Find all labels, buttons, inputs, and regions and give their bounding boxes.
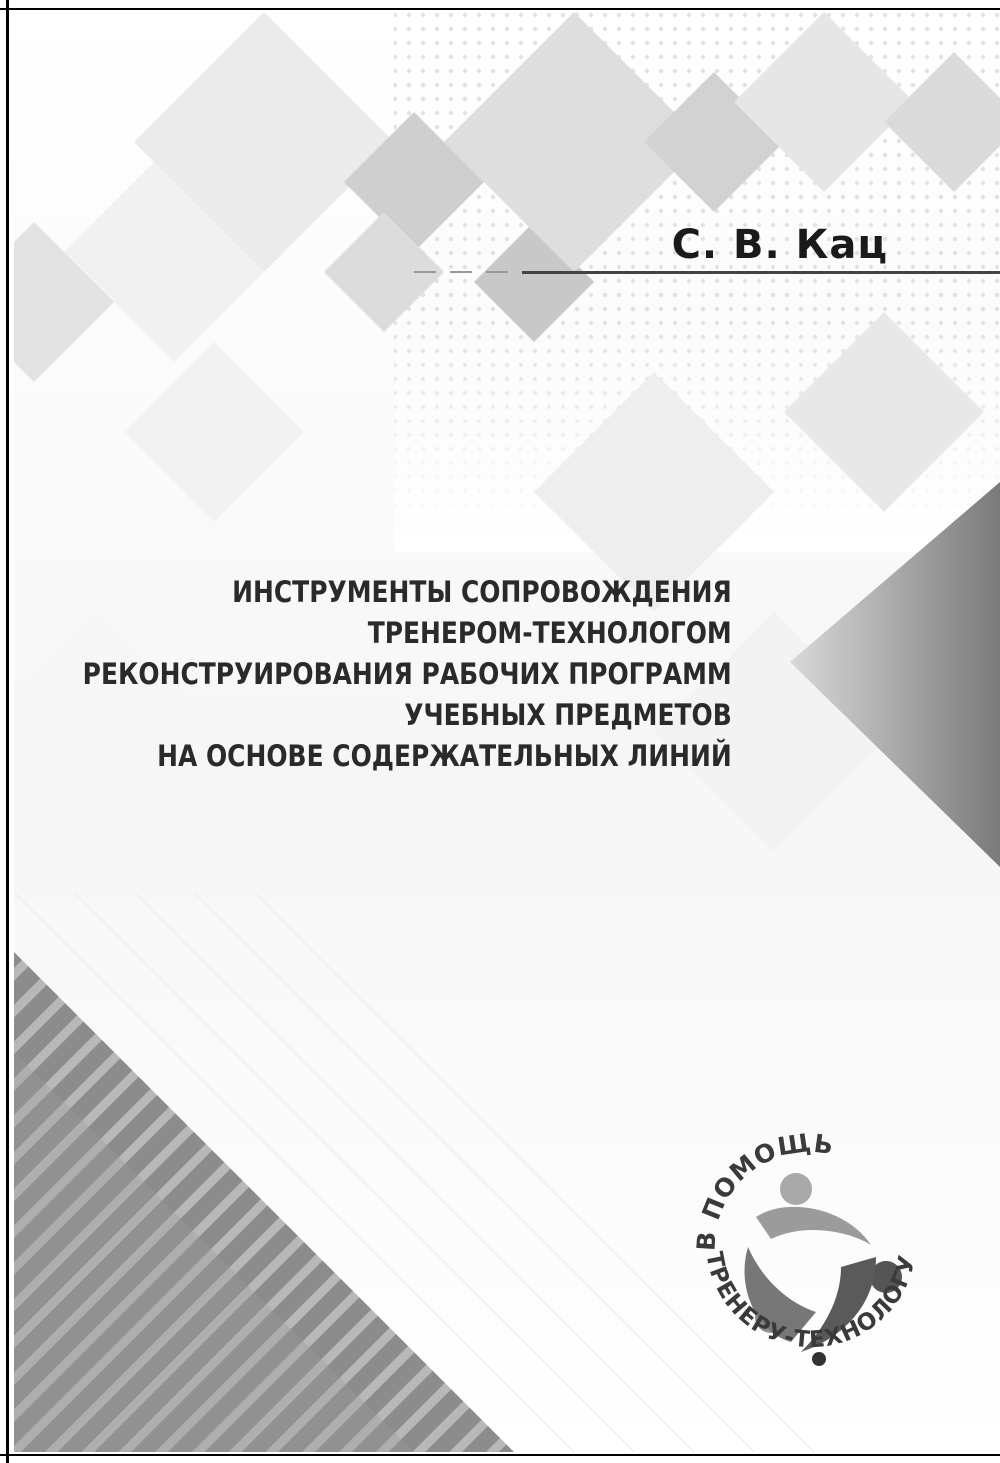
svg-text:В ПОМОЩЬ	[691, 1128, 835, 1252]
author-name: С. В. Кац	[671, 222, 888, 268]
frame-top-line	[0, 8, 1000, 10]
rule-dash	[450, 271, 472, 273]
frame-left-line	[6, 0, 9, 1463]
series-logo	[676, 1127, 946, 1397]
book-title	[83, 572, 732, 777]
book-cover	[14, 12, 1000, 1452]
logo-top-text: В ПОМОЩЬ	[691, 1127, 836, 1252]
rule-dash	[486, 271, 508, 273]
title-line: УЧЕБНЫХ ПРЕДМЕТОВ	[404, 698, 732, 732]
frame-bottom-line	[0, 1454, 1000, 1456]
author-rule	[522, 271, 1000, 274]
title-line: НА ОСНОВЕ СОДЕРЖАТЕЛЬНЫХ ЛИНИЙ	[157, 739, 732, 773]
title-line: ИНСТРУМЕНТЫ СОПРОВОЖДЕНИЯ	[232, 575, 732, 609]
logo-bottom-text: ТРЕНЕРУ-ТЕХНОЛОГУ	[700, 1249, 922, 1354]
title-line: ТРЕНЕРОМ-ТЕХНОЛОГОМ	[367, 616, 732, 650]
title-line: РЕКОНСТРУИРОВАНИЯ РАБОЧИХ ПРОГРАММ	[82, 657, 732, 691]
rule-dash	[414, 271, 436, 273]
